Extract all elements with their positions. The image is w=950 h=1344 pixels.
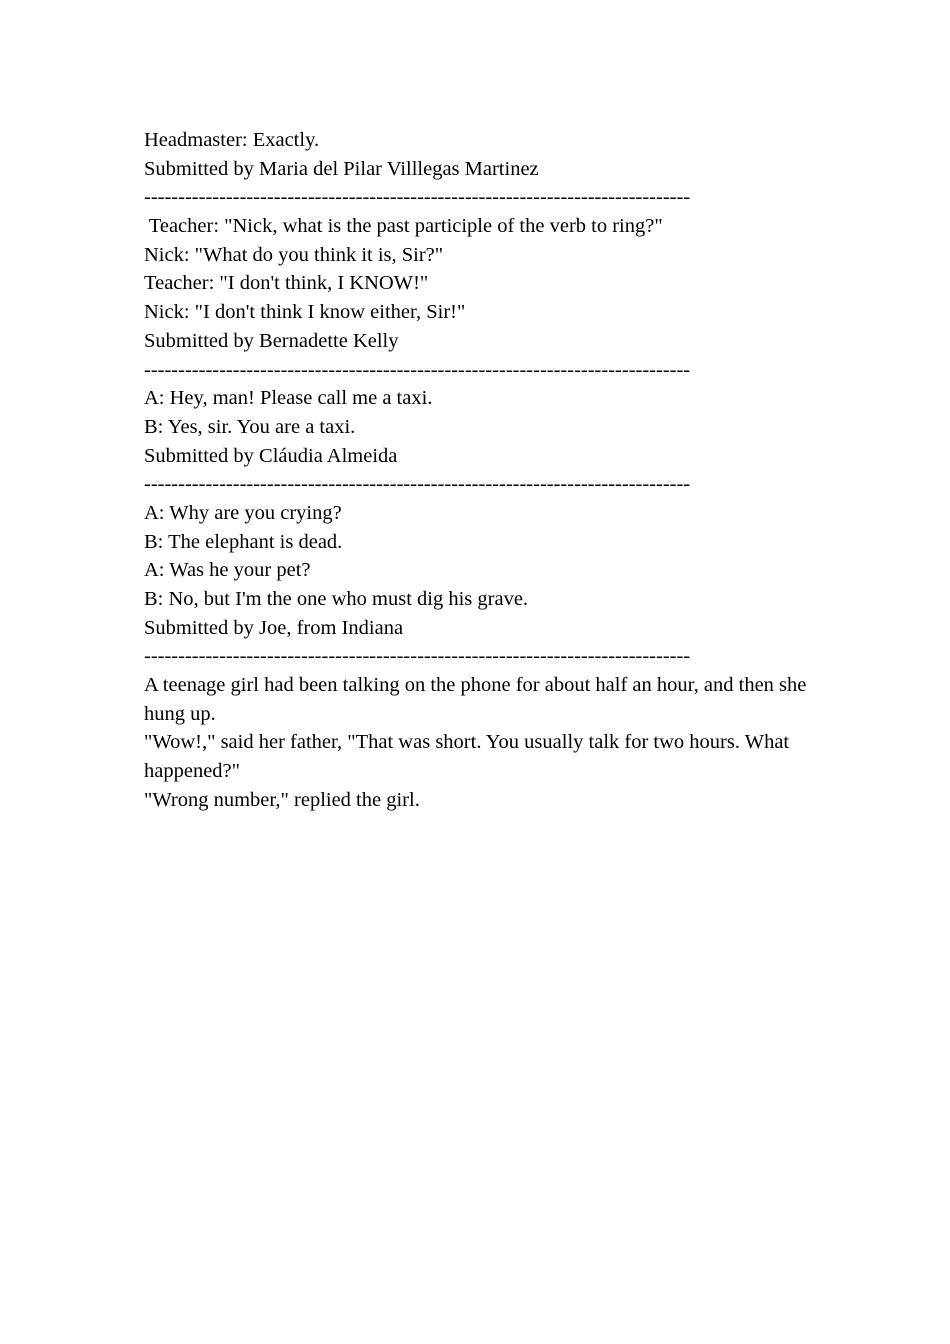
text-line: "Wrong number," replied the girl. bbox=[144, 788, 420, 811]
separator-line: -------------------------------------------------------------------------------- bbox=[144, 358, 691, 381]
text-line: A: Why are you crying? bbox=[144, 501, 342, 524]
text-line: B: Yes, sir. You are a taxi. bbox=[144, 415, 356, 438]
paragraph: "Wow!," said her father, "That was short. You usually talk for two hours. What happened?" bbox=[144, 731, 790, 783]
document-page bbox=[144, 126, 824, 815]
submitter-line: Submitted by Maria del Pilar Villlegas Martinez bbox=[144, 157, 539, 180]
separator-line: -------------------------------------------------------------------------------- bbox=[144, 473, 691, 496]
text-line: Nick: "I don't think I know either, Sir!" bbox=[144, 301, 466, 324]
text-line: Teacher: "Nick, what is the past participle of the verb to ring?" bbox=[144, 215, 663, 238]
text-line: A: Was he your pet? bbox=[144, 559, 311, 582]
submitter-line: Submitted by Cláudia Almeida bbox=[144, 444, 398, 467]
paragraph: A teenage girl had been talking on the phone for about half an hour, and then she hung up. bbox=[144, 674, 807, 725]
submitter-line: Submitted by Joe, from Indiana bbox=[144, 616, 404, 639]
separator-line: -------------------------------------------------------------------------------- bbox=[144, 645, 691, 668]
text-line: Nick: "What do you think it is, Sir?" bbox=[144, 243, 444, 266]
text-line: B: No, but I'm the one who must dig his grave. bbox=[144, 588, 529, 610]
text-line: Headmaster: Exactly. bbox=[144, 129, 320, 151]
submitter-line: Submitted by Bernadette Kelly bbox=[144, 329, 399, 352]
text-line: B: The elephant is dead. bbox=[144, 530, 343, 553]
text-line: Teacher: "I don't think, I KNOW!" bbox=[144, 272, 429, 295]
separator-line: -------------------------------------------------------------------------------- bbox=[144, 186, 691, 209]
text-line: A: Hey, man! Please call me a taxi. bbox=[144, 387, 433, 410]
